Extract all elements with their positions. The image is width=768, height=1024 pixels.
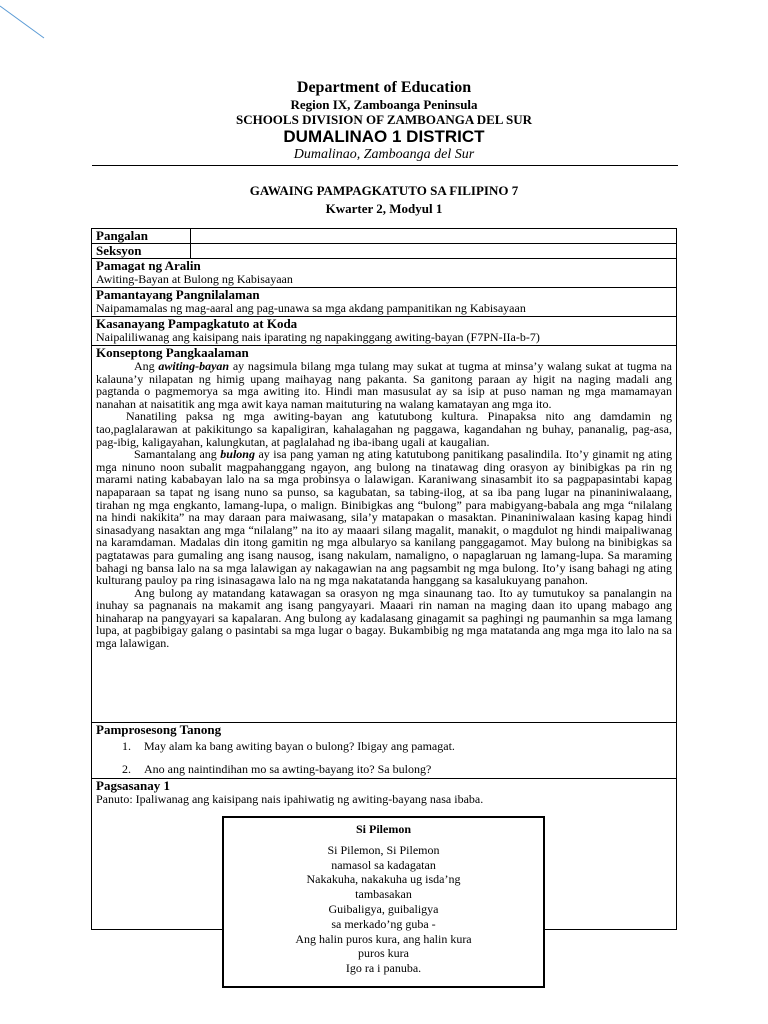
lesson-title-row — [92, 259, 676, 288]
worksheet-title: GAWAING PAMPAGKATUTO SA FILIPINO 7 — [249, 183, 519, 198]
concept-p3-body: ay isa pang yaman ng ating katutubong panitikang pasalindila. Ito’y ginamit ng ating mga ninuno noon subalit magpahanggang ngayon, ang bulong na tinatawag ding orasyon ay binibigkas pa rin ng marami nating kababayan lalo na sa mga probinsya o lalawigan. Karaniwang sinasambit ito sa pagpapasintabi kapag napaparaan sa tapat ng isang nuno sa punso, sa kagubatan, sa tabing-ilog, at sa iba pang lugar na pinaniniwalaang, tirahan ng mga engkanto, lamang-lupa, o malign. Binibigkas ang “bulong” para mabigyang-babala ang mga “nilalang na hindi nakikita” na may daraan para maiwasang, sila’y matapakan o masaktan. Pinaniniwalaan kasing kapag hindi sinasadyang nasaktan ang mga “nilalang” na ito ay maaari silang magalit, manakit, o magdulot ng hindi maipaliwanag na karamdaman. Madalas din itong gamitin ng mga albularyo sa kanilang panggagamot. May bulong na binibigkas sa pagtatawas para gumaling ang isang nausog, isang nakulam, namaligno, o napaglaruan ng lamang-lupa. Sa maraming bahagi ng bansa lalo na sa mga lalawigan ay nakagawian na ang pagsambit ng mga bulong. Ito’y isang bahagi ng ating kulturang pauloy pa ring isinasagawa lalo na ng mga nakatatanda hanggang sa kasalukuyang panahon. — [96, 447, 672, 588]
content-standard-row — [92, 288, 676, 317]
question-text: May alam ka bang awiting bayan o bulong? Ibigay ang pamagat. — [144, 739, 455, 753]
section-row — [92, 244, 676, 259]
region-heading: Region IX, Zamboanga Peninsula — [290, 97, 478, 112]
competency-value: Naipaliliwanag ang kaisipang nais iparating ng napakinggang awiting-bayan (F7PN-IIa-b-7) — [96, 330, 540, 344]
exercise-label: Pagsasanay 1 — [96, 778, 171, 793]
exercise-instruction: Panuto: Ipaliwanag ang kaisipang nais ipahiwatig ng awiting-bayang nasa ibaba. — [96, 792, 484, 806]
question-item — [96, 762, 672, 776]
competency-label: Kasanayang Pampagkatuto at Koda — [96, 316, 298, 331]
header-divider — [92, 165, 678, 166]
corner-mark-line — [0, 0, 60, 50]
question-number: 2. — [122, 762, 131, 776]
term-awiting-bayan: awiting-bayan — [158, 359, 230, 373]
concept-label: Konseptong Pangkaalaman — [96, 345, 249, 360]
question-text: Ano ang naintindihan mo sa awting-bayang ito? Sa bulong? — [144, 762, 432, 776]
section-label: Seksyon — [92, 244, 191, 258]
poem-title: Si Pilemon — [355, 822, 411, 836]
poem-line: Si Pilemon, Si Pilemon — [327, 842, 440, 857]
question-item — [96, 739, 672, 753]
district-heading: DUMALINAO 1 DISTRICT — [283, 127, 485, 146]
term-bulong: bulong — [220, 447, 255, 462]
poem-line: Ang halin puros kura, ang halin kura — [295, 931, 472, 946]
concept-row — [92, 346, 676, 723]
name-field[interactable] — [191, 229, 676, 243]
poem-box — [222, 816, 545, 988]
worksheet-subtitle: Kwarter 2, Modyul 1 — [325, 201, 443, 216]
competency-row — [92, 317, 676, 346]
question-number: 1. — [122, 739, 131, 753]
poem-line: Nakakuha, nakakuha ug isda’ng — [306, 872, 461, 887]
poem-line: sa merkado’ng guba - — [331, 916, 436, 931]
content-standard-label: Pamantayang Pangnilalaman — [96, 287, 260, 302]
name-row — [92, 229, 676, 244]
division-heading: SCHOOLS DIVISION OF ZAMBOANGA DEL SUR — [235, 112, 533, 127]
questions-row — [92, 723, 676, 779]
poem-line: Guibaligya, guibaligya — [328, 901, 439, 916]
poem-line: namasol sa kadagatan — [331, 857, 436, 872]
name-label: Pangalan — [92, 229, 191, 243]
poem-line: Igo ra i panuba. — [345, 961, 422, 976]
concept-paragraph-3 — [96, 448, 672, 587]
concept-paragraph-4: Ang bulong ay matandang katawagan sa orasyon ng mga sinaunang tao. Ito ay tumutukoy sa panalangin na inuhay sa pagnanais na makamit ang isang pangyayari. Maaari rin naman na maging daan ito upang mabago ang hinaharap na pangyayari sa kapalaran. Ang bulong ay kadalasang ginagamit sa paghingi ng paumanhin sa mga lamang lupa, at pagbibigay galang o pasintabi sa mga lugar o bagay. Bukambibig ng mga matatanda ang mga mga ito lalo na sa mga lalawigan. — [96, 585, 672, 651]
poem-line: puros kura — [358, 946, 409, 961]
place-heading: Dumalinao, Zamboanga del Sur — [293, 147, 475, 162]
lesson-title-value: Awiting-Bayan at Bulong ng Kabisayaan — [96, 272, 293, 286]
questions-label: Pamprosesong Tanong — [96, 722, 222, 737]
department-heading: Department of Education — [296, 79, 472, 96]
concept-p3-lead: Samantalang ang — [134, 447, 221, 462]
section-field[interactable] — [191, 244, 676, 258]
poem-line: tambasakan — [355, 887, 412, 902]
lesson-title-label: Pamagat ng Aralin — [96, 258, 201, 273]
concept-p1-lead: Ang — [134, 359, 159, 373]
concept-paragraph-2: Nanatiling paksa ng mga awiting-bayan ang katutubong kultura. Pinapaksa nito ang damdamin ng tao,paglalarawan at pakikitungo sa kapaligiran, kahalagahan ng paggawa, kagandahan ng buhay, pananalig, pag-asa, pag-ibig, kaligayahan, kalungkutan, at paglalahad ng iba-ibang ugali at kaugalian. — [96, 409, 672, 449]
content-standard-value: Naipamamalas ng mag-aaral ang pag-unawa sa mga akdang pampanitikan ng Kabisayaan — [96, 301, 526, 315]
concept-paragraph-1 — [96, 360, 672, 410]
concept-p1-body: ay nagsimula bilang mga tulang may sukat at tugma at minsa’y walang sukat at tugma na kalauna’y nilapatan ng himig upang maihayag nang pakanta. Sa ganitong paraan ay higit na naging madali ang pagtanda o pagmemorya sa mga awiting ito. Hindi man masusulat ay sa isip at puso naman ng mga mamamayan nanahan at naisatitik ang mga awit kaya naman maituturing na walang kamatayan ang mga ito. — [96, 359, 672, 411]
